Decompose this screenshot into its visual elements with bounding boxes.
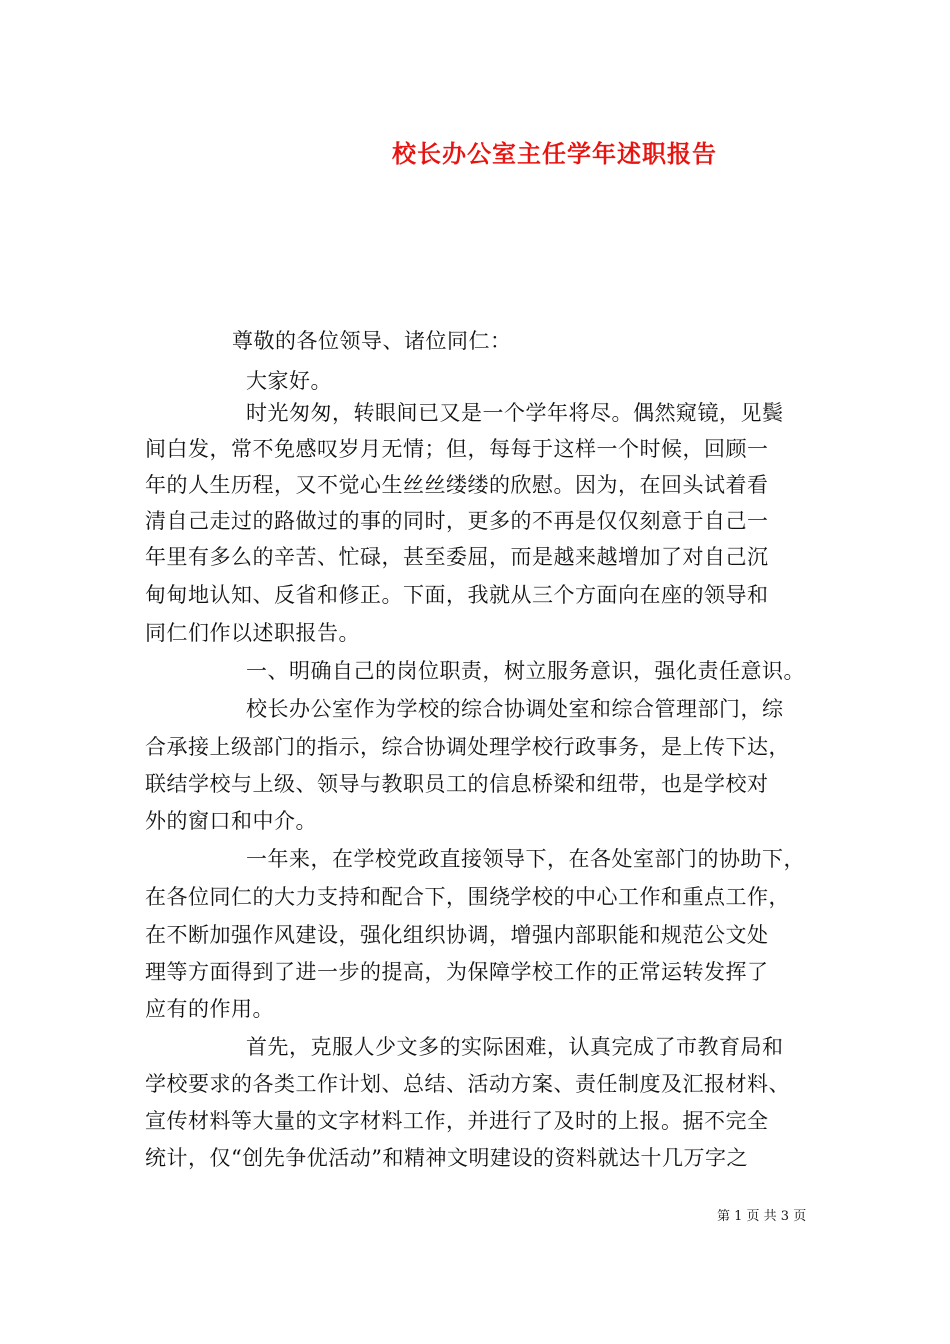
paragraph-line: 统计，仅“创先争优活动”和精神文明建设的资料就达十几万字之: [145, 1146, 748, 1170]
page-number: 第 1 页 共 3 页: [717, 1209, 807, 1224]
paragraph-line: 理等方面得到了进一步的提高，为保障学校工作的正常运转发挥了: [145, 960, 769, 984]
paragraph-line: 宣传材料等大量的文字材料工作，并进行了及时的上报。据不完全: [145, 1109, 769, 1133]
paragraph-line: 同仁们作以述职报告。: [145, 621, 360, 645]
paragraph-line: 一年来，在学校党政直接领导下，在各处室部门的协助下，: [246, 847, 805, 871]
greeting-line: 大家好。: [246, 369, 332, 393]
paragraph-line: 年的人生历程，又不觉心生丝丝缕缕的欣慰。因为，在回头试着看: [145, 473, 769, 497]
paragraph-line: 年里有多么的辛苦、忙碌，甚至委屈，而是越来越增加了对自己沉: [145, 545, 769, 569]
paragraph-line: 时光匆匆，转眼间已又是一个学年将尽。偶然窥镜，见鬓: [246, 401, 784, 425]
paragraph-line: 间白发，常不免感叹岁月无情；但，每每于这样一个时候，回顾一: [145, 437, 769, 461]
paragraph-line: 在不断加强作风建设，强化组织协调，增强内部职能和规范公文处: [145, 923, 769, 947]
paragraph-line: 应有的作用。: [145, 997, 274, 1021]
paragraph-line: 甸甸地认知、反省和修正。下面，我就从三个方面向在座的领导和: [145, 583, 769, 607]
salutation-line: 尊敬的各位领导、诸位同仁：: [232, 329, 512, 353]
paragraph-line: 学校要求的各类工作计划、总结、活动方案、责任制度及汇报材料、: [145, 1072, 790, 1096]
paragraph-line: 合承接上级部门的指示，综合协调处理学校行政事务，是上传下达，: [145, 735, 790, 759]
paragraph-line: 联结学校与上级、领导与教职员工的信息桥梁和纽带，也是学校对: [145, 772, 769, 796]
section-heading: 一、明确自己的岗位职责，树立服务意识，强化责任意识。: [246, 659, 805, 683]
paragraph-line: 在各位同仁的大力支持和配合下，围绕学校的中心工作和重点工作，: [145, 885, 790, 909]
paragraph-line: 校长办公室作为学校的综合协调处室和综合管理部门，综: [246, 697, 784, 721]
paragraph-line: 清自己走过的路做过的事的同时，更多的不再是仅仅刻意于自己一: [145, 509, 769, 533]
paragraph-line: 外的窗口和中介。: [145, 809, 317, 833]
paragraph-line: 首先，克服人少文多的实际困难，认真完成了市教育局和: [246, 1035, 784, 1059]
page-title: 校长办公室主任学年述职报告: [392, 139, 717, 168]
